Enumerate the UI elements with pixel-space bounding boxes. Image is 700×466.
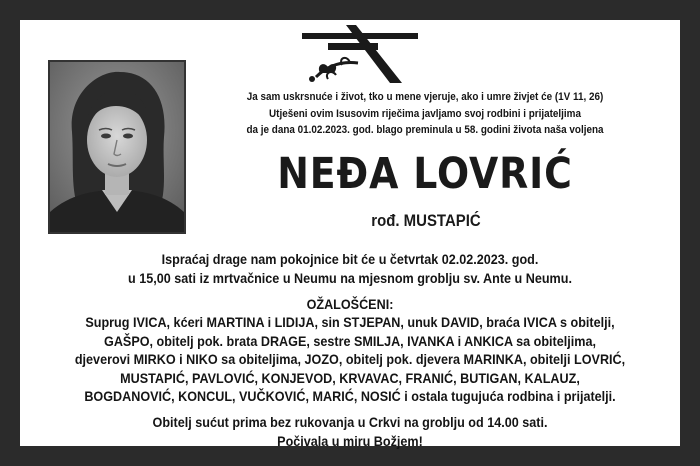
mourners-line: djeverovi MIRKO i NIKO sa obiteljima, JOZO, obitelj pok. djevera MARINKA, obitelji LOVRIĆ,: [74, 351, 626, 367]
portrait-image: [50, 62, 184, 232]
mourners-heading: OŽALOŠĆENI:: [306, 296, 394, 312]
mourners-list: [62, 313, 638, 406]
mourners-line: Suprug IVICA, kćeri MARTINA i LIDIJA, sin STJEPAN, unuk DAVID, braća IVICA s obitelji,: [85, 314, 615, 330]
funeral-line: u 15,00 sati iz mrtvačnice u Neumu na mjesnom groblju sv. Ante u Neumu.: [128, 269, 572, 286]
funeral-line: Ispraćaj drage nam pokojnice bit će u četvrtak 02.02.2023. god.: [161, 251, 539, 267]
closing-line: Obitelj sućut prima bez rukovanja u Crkvi na groblju od 14.00 sati.: [152, 414, 548, 430]
deceased-name: NEĐA LOVRIĆ: [277, 149, 573, 199]
mourners-line: MUSTAPIĆ, PAVLOVIĆ, KONJEVOD, KRVAVAC, FRANIĆ, BUTIGAN, KALAUZ,: [120, 369, 580, 386]
verse-line: Utješeni ovim Isusovim riječima javljamo svoj rodbini i prijateljima: [269, 107, 581, 120]
verse-line: da je dana 01.02.2023. god. blago preminula u 58. godini života naša voljena: [246, 124, 604, 136]
maiden-name: rođ. MUSTAPIĆ: [371, 211, 481, 230]
verse-line: Ja sam uskrsnuće i život, tko u mene vjeruje, ako i umre živjet će (1V 11, 26): [246, 91, 604, 103]
bible-verse-intro: [232, 89, 619, 139]
cross-with-flower-icon: [298, 25, 424, 83]
closing-line: Počivala u miru Božjem!: [277, 432, 423, 449]
funeral-details: [62, 250, 638, 287]
portrait-photo: [48, 60, 186, 234]
mourners-line: GAŠPO, obitelj pok. brata DRAGE, sestre SMILJA, IVANKA i ANKICA sa obiteljima,: [104, 332, 596, 349]
closing-message: [62, 413, 638, 450]
mourners-line: BOGDANOVIĆ, KONCUL, VUČKOVIĆ, MARIĆ, NOSIĆ i ostala tugujuća rodbina i prijatelji.: [84, 388, 616, 404]
